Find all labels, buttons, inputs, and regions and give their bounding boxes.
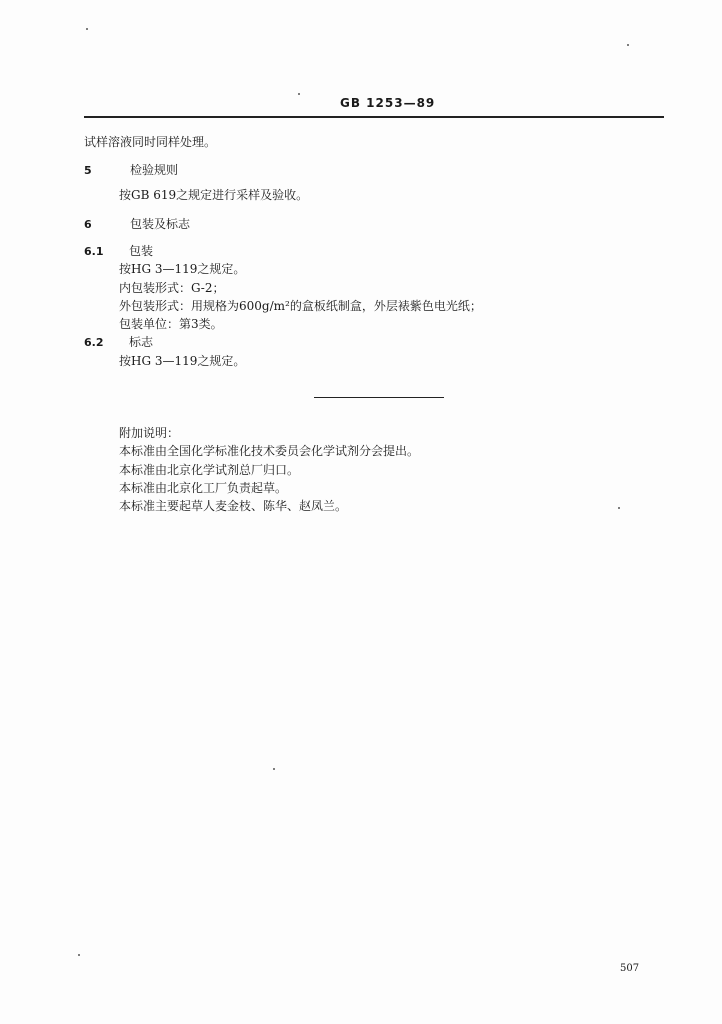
section-6-1-line: 按HG 3—119之规定。 xyxy=(119,262,246,276)
intro-line: 试样溶液同时同样处理。 xyxy=(84,135,217,149)
scan-speck xyxy=(86,28,88,30)
section-6-1-line: 内包装形式：G-2； xyxy=(119,281,225,295)
section-5-heading xyxy=(84,162,178,179)
notes-line: 本标准主要起草人麦金枝、陈华、赵凤兰。 xyxy=(119,499,348,513)
scan-speck xyxy=(298,93,300,95)
standard-code-header: GB 1253—89 xyxy=(340,96,436,110)
scan-speck xyxy=(618,507,620,509)
section-6-heading xyxy=(84,216,190,233)
section-5-number: 5 xyxy=(84,164,92,177)
notes-line: 本标准由北京化工厂负责起草。 xyxy=(119,481,288,495)
section-6-1-heading xyxy=(84,243,153,260)
section-6-2-number: 6.2 xyxy=(84,336,104,349)
notes-line: 本标准由北京化学试剂总厂归口。 xyxy=(119,463,300,477)
section-6-title: 包装及标志 xyxy=(130,217,191,231)
notes-line: 本标准由全国化学标准化技术委员会化学试剂分会提出。 xyxy=(119,444,420,458)
scan-speck xyxy=(627,44,629,46)
page-number: 507 xyxy=(620,963,640,974)
section-6-2-heading xyxy=(84,334,153,351)
section-5-title: 检验规则 xyxy=(130,163,179,177)
scan-speck xyxy=(78,954,80,956)
section-6-1-number: 6.1 xyxy=(84,245,104,258)
section-5-text: 按GB 619之规定进行采样及验收。 xyxy=(119,188,309,202)
section-6-1-title: 包装 xyxy=(129,244,154,258)
section-6-number: 6 xyxy=(84,218,92,231)
section-6-1-line: 包装单位：第3类。 xyxy=(119,317,223,331)
section-6-1-line: 外包装形式：用规格为600g/m²的盒板纸制盒，外层裱紫色电光纸； xyxy=(119,299,482,313)
notes-heading: 附加说明： xyxy=(119,426,180,440)
header-rule xyxy=(84,116,664,118)
section-6-2-title: 标志 xyxy=(129,335,154,349)
section-6-2-text: 按HG 3—119之规定。 xyxy=(119,354,246,368)
section-divider xyxy=(314,397,444,398)
scan-speck xyxy=(273,768,275,770)
